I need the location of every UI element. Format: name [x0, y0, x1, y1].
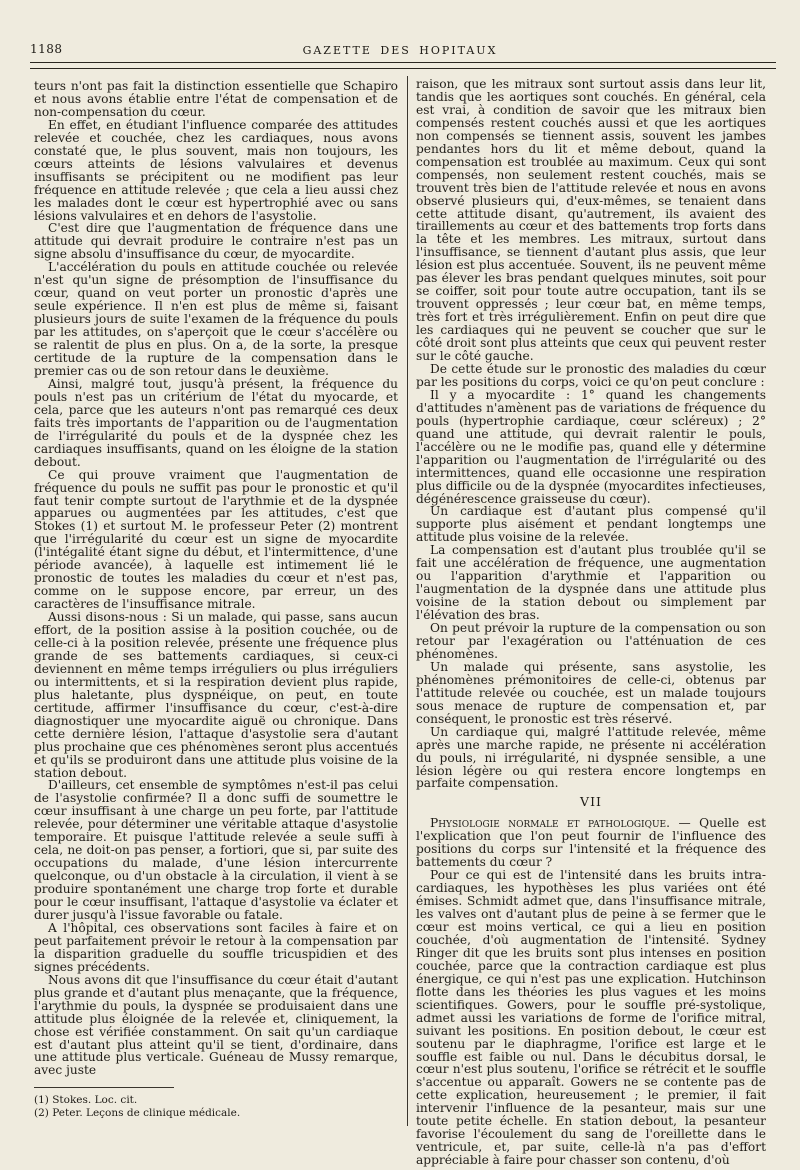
paragraph: C'est dire que l'augmentation de fréquence dans une attitude qui devrait produire le contraire n'est pas un signe absolu d'insuffisance du cœur, de myocardite.	[34, 221, 398, 262]
paragraph: Aussi disons-nous : Si un malade, qui passe, sans aucun effort, de la position assise à la position couchée, ou de celle-ci à la position relevée, présente une fréquence plus grande de ses battements cardiaques, si ceux-ci deviennent en même temps irréguliers ou plus irréguliers ou intermittents, et si la respiration devient plus rapide, plus haletante, plus dyspnéique, on peut, en toute certitude, affirmer l'insuffisance du cœur, c'est-à-dire diagnostiquer une myocardite aiguë ou chronique. Dans cette dernière lésion, l'attaque d'asystolie sera d'autant plus prochaine que ces phénomènes seront plus accentués et qu'ils se produiront dans une attitude plus voisine de la station debout.	[34, 610, 398, 780]
header-rule	[30, 62, 776, 63]
right-column	[416, 78, 766, 1167]
paragraph: Un cardiaque est d'autant plus compensé qu'il supporte plus aisément et pendant longtemps une attitude plus voisine de la relevée.	[416, 504, 766, 545]
journal-title: GAZETTE DES HOPITAUX	[302, 44, 498, 57]
paragraph: teurs n'ont pas fait la distinction essentielle que Schapiro et nous avons établie entre l'état de compensation et de non-compensation du cœur.	[34, 79, 398, 119]
section-title: Physiologie normale et pathologique.	[430, 816, 670, 831]
paragraph: La compensation est d'autant plus troublée qu'il se fait une accélération de fréquence, une augmentation ou l'apparition d'arythmie et l'apparition ou l'augmentation de la dyspnée dans une attitude plus voisine de la station debout ou simplement par l'élévation des bras.	[416, 543, 766, 623]
paragraph: D'ailleurs, cet ensemble de symptômes n'est-il pas celui de l'asystolie confirmée? Il a donc suffi de soumettre le cœur insuffisant à une charge un peu forte, par l'attitude relevée, pour déterminer une véritable attaque d'asystolie temporaire. Et puisque l'attitude relevée a seule suffi à cela, ne doit-on pas penser, a fortiori, que si, par suite des occupations du malade, d'une lésion intercurrente quelconque, ou d'un obstacle à la circulation, il vient à se produire spontanément une charge trop forte et durable pour le cœur insuffisant, l'attaque d'asystolie va éclater et durer jusqu'à l'issue favorable ou fatale.	[34, 778, 398, 922]
footnote: (1) Stokes. Loc. cit.	[34, 1094, 138, 1107]
section-number: VII	[580, 794, 602, 810]
column-divider	[407, 76, 408, 1126]
paragraph: De cette étude sur le pronostic des maladies du cœur par les positions du corps, voici ce qu'on peut conclure :	[416, 361, 766, 389]
footnotes	[34, 1094, 398, 1120]
footnote: (2) Peter. Leçons de clinique médicale.	[34, 1107, 241, 1120]
footnote-rule	[34, 1087, 174, 1088]
paragraph: On peut prévoir la rupture de la compensation ou son retour par l'exagération ou l'atténuation de ces phénomènes.	[416, 621, 766, 661]
paragraph: En effet, en étudiant l'influence comparée des attitudes relevée et couchée, chez les cardiaques, nous avons constaté que, le plus souvent, mais non toujours, les cœurs atteints de lésions valvulaires et devenus insuffisants se précipitent ou ne modifient pas leur fréquence en attitude relevée ; que cela a lieu aussi chez les malades dont le cœur est hypertrophié avec ou sans lésions valvulaires et en dehors de l'asystolie.	[34, 117, 398, 223]
paragraph: A l'hôpital, ces observations sont faciles à faire et on peut parfaitement prévoir le retour à la compensation par la disparition graduelle du souffle tricuspidien et des signes précédents.	[34, 920, 398, 974]
paragraph: Pour ce qui est de l'intensité dans les bruits intra-cardiaques, les hypothèses les plus variées ont été émises. Schmidt admet que, dans l'insuffisance mitrale, les valves ont d'autant plus de peine à se fermer que le cœur est moins vertical, ce qui a lieu en position couchée, d'où augmentation de l'intensité. Sydney Ringer dit que les bruits sont plus intenses en position couchée, parce que la contraction cardiaque est plus énergique, ce qui n'est pas une explication. Hutchinson flotte dans les théories les plus vagues et les moins scientifiques. Gowers, pour le souffle pré-systolique, admet aussi les variations de forme de l'orifice mitral, suivant les positions. En position debout, le cœur est soutenu par le diaphragme, l'orifice est large et le souffle est faible ou nul. Dans le décubitus dorsal, le cœur n'est plus soutenu, l'orifice se rétrécit et le souffle s'accentue ou apparaît. Gowers ne se contente pas de cette explication, heureusement ; le premier, il fait intervenir l'influence de la pesanteur, mais sur une toute petite échelle. En station debout, la pesanteur favorise l'écoulement du sang de l'oreillette dans le ventricule, et, par suite, celle-là n'a pas d'effort appréciable à faire pour chasser son contenu, d'où	[416, 868, 766, 1168]
paragraph: Ce qui prouve vraiment que l'augmentation de fréquence du pouls ne suffit pas pour le pronostic et qu'il faut tenir compte surtout de l'arythmie et de la dyspnée apparues ou augmentées par les attitudes, c'est que Stokes (1) et surtout M. le professeur Peter (2) montrent que l'irrégularité du cœur est un signe de myocardite (l'intégalité étant signe du début, et l'intermittence, d'une période avancée), à laquelle est intimement lié le pronostic de toutes les maladies du cœur et n'est pas, comme on le suppose encore, par erreur, un des caractères de l'insuffisance mitrale.	[34, 467, 398, 612]
left-column	[34, 80, 398, 1120]
paragraph: Un cardiaque qui, malgré l'attitude relevée, même après une marche rapide, ne présente ni accélération du pouls, ni irrégularité, ni dyspnée sensible, a une lésion légère ou qui restera encore longtemps en parfaite compensation.	[416, 724, 766, 791]
header-rule-secondary	[30, 68, 776, 69]
page-number: 1188	[30, 42, 63, 56]
paragraph: raison, que les mitraux sont surtout assis dans leur lit, tandis que les aortiques sont couchés. En général, cela est vrai, à condition de savoir que les mitraux bien compensés restent couchés aussi et que les aortiques non compensés se tiennent assis, souvent les jambes pendantes hors du lit et même debout, quand la compensation est troublée au maximum. Ceux qui sont compensés, non seulement restent couchés, mais se trouvent très bien de l'attitude relevée et nous en avons observé plusieurs qui, d'eux-mêmes, se tenaient dans cette attitude disant, qu'autrement, ils avaient des tiraillements au cœur et des battements trop forts dans la tête et les membres. Les mitraux, surtout dans l'insuffisance, se tiennent d'autant plus assis, que leur lésion est plus accentuée. Souvent, ils ne peuvent même pas élever les bras pendant quelques minutes, soit pour se coiffer, soit pour toute autre occupation, tant ils se trouvent oppressés ; leur cœur bat, en même temps, très fort et très irrégulièrement. Enfin on peut dire que les cardiaques qui ne peuvent se coucher que sur le côté droit sont plus atteints que ceux qui peuvent rester sur le côté gauche.	[416, 77, 766, 364]
section-intro-text: — Quelle est l'explication que l'on peut fournir de l'influence des positions du corps sur l'intensité et la fréquence des battements du cœur ?	[416, 816, 766, 870]
paragraph: Un malade qui présente, sans asystolie, les phénomènes prémonitoires de celle-ci, obtenus par l'attitude relevée ou couchée, est un malade toujours sous menace de rupture de compensation et, par conséquent, le pronostic est très réservé.	[416, 659, 766, 726]
paragraph: L'accélération du pouls en attitude couchée ou relevée n'est qu'un signe de présomption de l'insuffisance du cœur, quand on veut porter un pronostic d'après une seule expérience. Il n'en est plus de même si, faisant plusieurs jours de suite l'examen de la fréquence du pouls par les attitudes, on s'aperçoit que le cœur s'accélère ou se ralentit de plus en plus. On a, de la sorte, la presque certitude de la rupture de la compensation dans le premier cas ou de son retour dans le deuxième.	[34, 260, 398, 378]
paragraph: Il y a myocardite : 1° quand les changements d'attitudes n'amènent pas de variations de fréquence du pouls (hypertrophie cardiaque, cœur scléreux) ; 2° quand une attitude, qui devrait ralentir le pouls, l'accélère ou ne le modifie pas, quand elle y détermine l'apparition ou l'augmentation de l'irrégularité ou des intermittences, quand elle occasionne une respiration plus difficile ou de la dyspnée (myocardites infectieuses, dégénérescence graisseuse du cœur).	[416, 387, 766, 506]
paragraph: Nous avons dit que l'insuffisance du cœur était d'autant plus grande et d'autant plus menaçante, que la fréquence, l'arythmie du pouls, la dyspnée se produisaient dans une attitude plus éloignée de la relevée et, cliniquement, la chose est vérifiée constamment. On sait qu'un cardiaque est d'autant plus atteint qu'il se tient, d'ordinaire, dans une attitude plus verticale. Guéneau de Mussy remarque, avec juste	[34, 972, 398, 1078]
paragraph: Ainsi, malgré tout, jusqu'à présent, la fréquence du pouls n'est pas un critérium de l'état du myocarde, et cela, parce que les auteurs n'ont pas remarqué ces deux faits très importants de l'apparition ou de l'augmentation de l'irrégularité du pouls et de la dyspnée chez les cardiaques insuffisants, quand on les éloigne de la station debout.	[34, 376, 398, 469]
section-intro	[416, 817, 766, 869]
